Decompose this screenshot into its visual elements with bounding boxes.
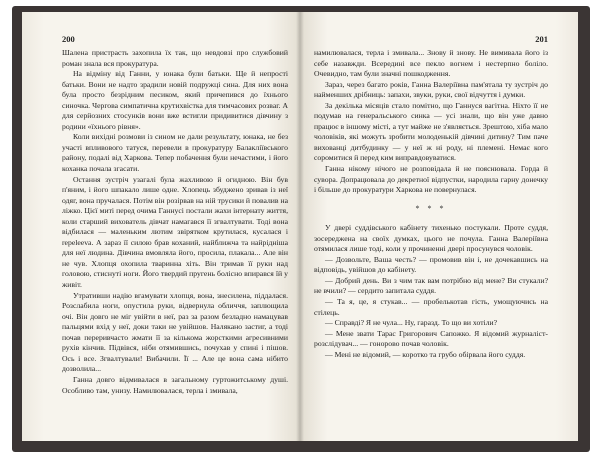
paragraph: За декілька місяців стало помітно, що Ганнуся вагітна. Ніхто її не подумав на генеральського синка — усі знали, що він уже давно працює в іншому місті, а тут майже не з'являється. Зрештою, хіба мало чоловіків, які можуть зробити молоденькій дівчині дитину? Тим паче вихованці дитбудинку — у неї ж ні роду, ні племені. Немає кого соромитися й перед ким виправдовуватися. <box>314 100 548 163</box>
book-gutter <box>296 12 304 441</box>
paragraph: Шалена пристрасть захопила їх так, що невдовзі про службовий роман знала вся прокуратура. <box>62 48 288 68</box>
left-page-text <box>62 48 288 396</box>
paragraph: Ганна довго відмивалася в загальному гуртожитському душі. Особливо там, унизу. Намилювалася, терла і змивала, <box>62 374 288 395</box>
paragraph: — Справді? Я не чула... Ну, гаразд. То що ви хотіли? <box>325 318 498 328</box>
section-separator: * * * <box>415 203 447 213</box>
paragraph: Ганна нікому нічого не розповідала й не пояснювала. Горда й сувора. Допрацювала до декретної відпустки, народила гарну донечку і більше до прокуратури Харкова не повернулася. <box>314 164 548 195</box>
paragraph: — Мене звати Тарас Григорович Сапожко. Я відомий журналіст-розслідувач... — гонорово почав чоловік. <box>314 328 548 349</box>
paragraph: Остання зустріч узагалі була жахливою й огидною. Він був п'яним, і його шпакало лише одне. Хлопець збуджено зривав із неї одяг, вона пручалася. Потім він розірвав на ній трусики й повалив на ліжко. Цієї миті перед очима Ганнусі постали жахи інтернату життя, коли старший вихователь дівчат намагався її згвалтувати. Тоді вона відбилася — маленьким лютим звірятком крутилася, кусалася і repeleeva. А зараз її силою брав коханий, найближча та найрідніша для неї людина. Дівчина вмовляла його, просила, плакала... Але він не чув. Хлопця охопила тваринна хіть. Він тримав її руки над головою, стиснуті ноги. Його твердий пругень болісно впирався їй у живіт. <box>62 174 288 290</box>
paragraph: — Добрий день. Ви з чим так вам потрібно від мене? Ви стукали? не вчили? — сердито запитала суддя. <box>314 275 548 296</box>
left-page <box>22 12 300 441</box>
paragraph: У двері суддівського кабінету тихенько постукали. Проте суддя, зосереджена на своїх думках, цього не почула. Ганна Валеріївна отямилася лише тоді, коли у прочиненні двері просунувся чоловік. <box>314 223 548 254</box>
paragraph: Коли вихідні розмови із сином не дали результату, юнака, не без участі впливового татуся, перевели в прокуратуру Балакліївського району, подалі від Харкова. Тепер побачення були нечастими, і його коханка почала згасати. <box>62 132 288 174</box>
paragraph: Утративши надію вгамувати хлопця, вона, знесилена, піддалася. Розслабила ноги, опустила руки, відвернула обличчя, заплющила очі. Він довго не міг увійти в неї, раз за разом безладно намацував пальцями вхід у неї, доки таки не увійшов. Налякано застиг, а тоді почав переривчасто жмати її за кількома жорсткими агресивними рухів кінчив. Підвівся, ніби отямившись, почухав у спині і пішов. Ось і все. Згвалтували! Вибачили. Її ... Але це вона сама нібито дозволила... <box>62 290 288 374</box>
right-page <box>300 12 578 441</box>
paragraph: — Дозвольте, Ваша честь? — промовив він і, не дочекавшись на відповідь, увійшов до кабінету. <box>314 254 548 275</box>
right-page-text <box>314 48 548 360</box>
paragraph: — Мені не відомий, — коротко та грубо обірвала його суддя. <box>325 349 526 359</box>
paragraph: На відміну від Ганни, у юнака були батьки. Ще й непрості батьки. Вони не надто зрадили новій подружці сина. Для них вона була просто безрідним песиком, який причепився до їхнього синочка. Чергова симпатична крутихвістка для тимчасових розваг. А для серйозних стосунків вони вже встигли придивитися дівчину з родини «їхнього рівня». <box>62 69 288 131</box>
paragraph: — Та я, це, я стукав... — пробелькотав гість, умощуючись на стілець. <box>314 297 548 317</box>
paragraph: намилювалася, терла і змивала... Знову й знову. Не вимивала його із себе назавжди. Всередині все пекло вогнем і нестерпно боліло. Очевидно, там були значні пошкодження. <box>314 48 548 79</box>
page-number-left: 200 <box>62 34 75 44</box>
paragraph: Зараз, через багато років, Ганна Валеріївна пам'ятала ту зустріч до найменших дрібниць: запахи, звуки, руки, свої відчуття і думки. <box>314 79 548 100</box>
page-number-right: 201 <box>535 34 548 44</box>
